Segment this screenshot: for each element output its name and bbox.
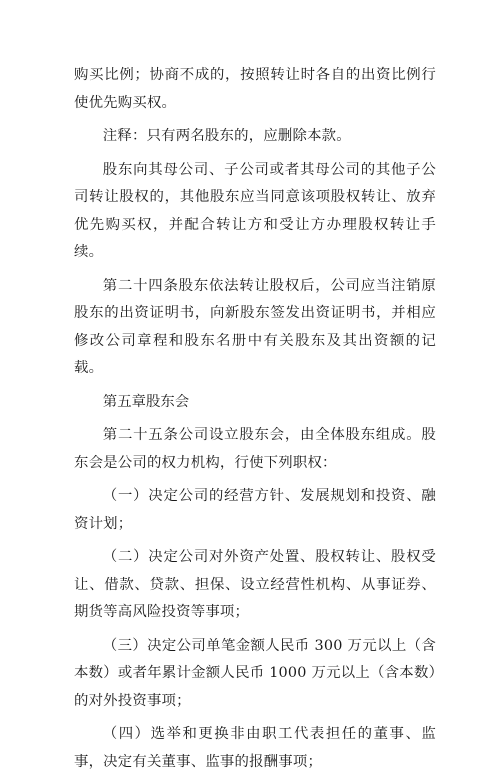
paragraph-item-4: （四）选举和更换非由职工代表担任的董事、监事，决定有关董事、监事的报酬事项； [74,726,436,770]
paragraph-preemptive-ratio: 购买比例；协商不成的，按照转让时各自的出资比例行使优先购买权。 [74,67,436,111]
chapter-heading: 第五章股东会 [102,393,190,410]
paragraph-item-3: （三）决定公司单笔金额人民币 300 万元以上（含本数）或者年累计金额人民币 1000 万元以上（含本数）的对外投资事项； [74,637,436,709]
document-body [74,62,436,782]
paragraph-item-2: （二）决定公司对外资产处置、股权转让、股权受让、借款、贷款、担保、设立经营性机构、从事证券、期货等高风险投资等事项； [74,549,436,620]
paragraph-note: 注释：只有两名股东的，应删除本款。 [102,128,351,144]
paragraph-item-1: （一）决定公司的经营方针、发展规划和投资、融资计划； [74,488,436,532]
paragraph-article-24: 第二十四条股东依法转让股权后，公司应当注销原股东的出资证明书，向新股东签发出资证明书，并相应修改公司章程和股东名册中有关股东及其出资额的记载。 [74,277,436,376]
paragraph-article-25: 第二十五条公司设立股东会，由全体股东组成。股东会是公司的权力机构，行使下列职权： [74,427,436,471]
paragraph-intra-group-transfer: 股东向其母公司、子公司或者其母公司的其他子公司转让股权的，其他股东应当同意该项股权转让、放弃优先购买权，并配合转让方和受让方办理股权转让手续。 [74,161,436,260]
